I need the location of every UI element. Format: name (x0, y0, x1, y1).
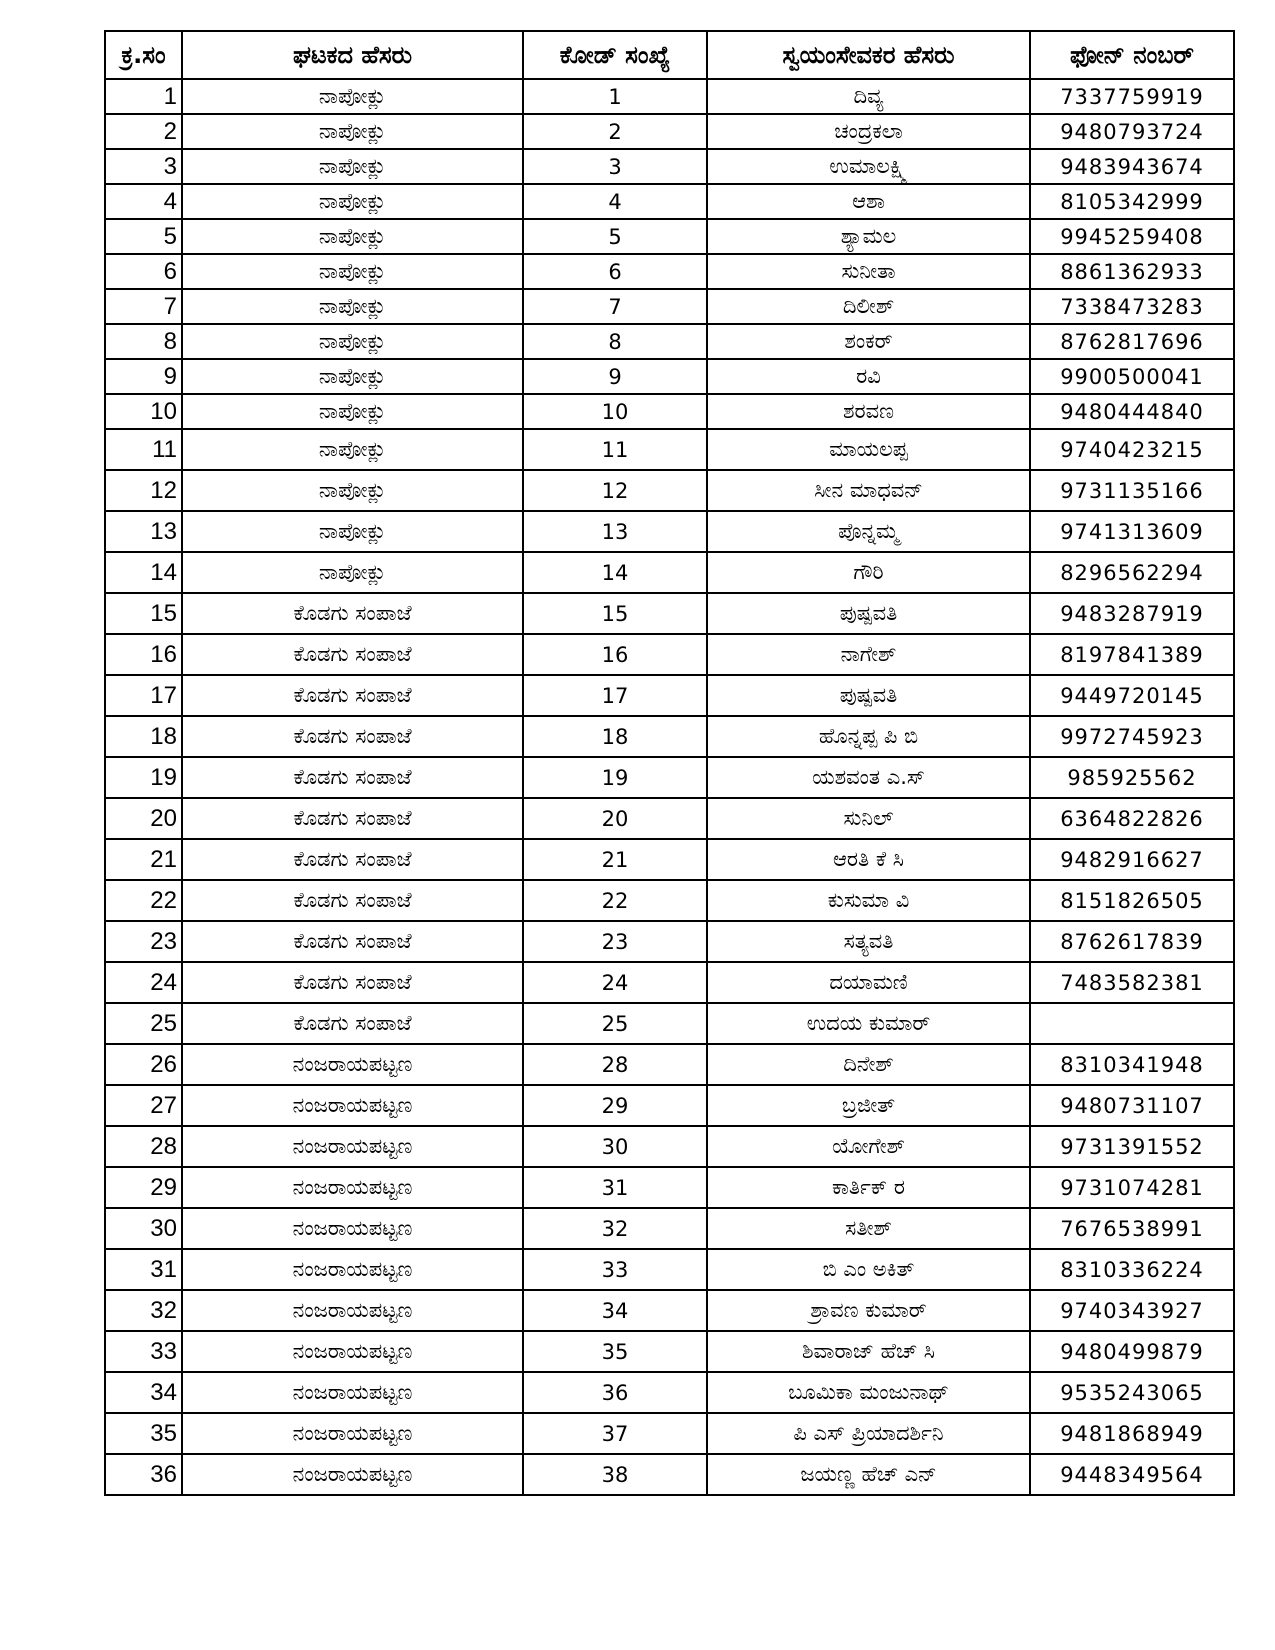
phone-number-cell: 8105342999 (1030, 184, 1234, 219)
phone-number-cell: 6364822826 (1030, 798, 1234, 839)
code-number-cell: 28 (523, 1044, 707, 1085)
phone-number-cell: 7483582381 (1030, 962, 1234, 1003)
volunteer-name-cell: ಆಶಾ (707, 184, 1030, 219)
volunteer-table (104, 30, 1235, 1496)
volunteer-name-cell: ಸತೀಶ್ (707, 1208, 1030, 1249)
volunteer-name-cell: ಸೀನ ಮಾಧವನ್ (707, 470, 1030, 511)
phone-number-cell: 7338473283 (1030, 289, 1234, 324)
code-number-cell: 29 (523, 1085, 707, 1126)
unit-name-cell: ನಾಪೋಕ್ಲು (182, 429, 523, 470)
volunteer-name-cell: ಕಾರ್ತಿಕ್ ರ (707, 1167, 1030, 1208)
volunteer-name-cell: ಮಾಯಲಪ್ಪ (707, 429, 1030, 470)
code-number-cell: 13 (523, 511, 707, 552)
unit-name-cell: ನಂಜರಾಯಪಟ್ಟಣ (182, 1126, 523, 1167)
unit-name-cell: ನಂಜರಾಯಪಟ್ಟಣ (182, 1413, 523, 1454)
serial-number-cell: 31 (105, 1249, 182, 1290)
phone-number-cell: 9480731107 (1030, 1085, 1234, 1126)
serial-number-cell: 1 (105, 79, 182, 114)
unit-name-cell: ನಾಪೋಕ್ಲು (182, 149, 523, 184)
header-volunteer-name: ಸ್ವಯಂಸೇವಕರ ಹೆಸರು (707, 31, 1030, 79)
phone-number-cell (1030, 1003, 1234, 1044)
unit-name-cell: ನಾಪೋಕ್ಲು (182, 359, 523, 394)
table-row (105, 219, 1234, 254)
serial-number-cell: 32 (105, 1290, 182, 1331)
table-row (105, 921, 1234, 962)
code-number-cell: 34 (523, 1290, 707, 1331)
table-row (105, 1208, 1234, 1249)
code-number-cell: 8 (523, 324, 707, 359)
code-number-cell: 11 (523, 429, 707, 470)
table-row (105, 1167, 1234, 1208)
unit-name-cell: ನಂಜರಾಯಪಟ್ಟಣ (182, 1372, 523, 1413)
code-number-cell: 14 (523, 552, 707, 593)
code-number-cell: 15 (523, 593, 707, 634)
unit-name-cell: ನಂಜರಾಯಪಟ್ಟಣ (182, 1331, 523, 1372)
table-row (105, 254, 1234, 289)
phone-number-cell: 9945259408 (1030, 219, 1234, 254)
volunteer-name-cell: ಶಂಕರ್ (707, 324, 1030, 359)
serial-number-cell: 3 (105, 149, 182, 184)
serial-number-cell: 24 (105, 962, 182, 1003)
code-number-cell: 3 (523, 149, 707, 184)
code-number-cell: 23 (523, 921, 707, 962)
code-number-cell: 30 (523, 1126, 707, 1167)
serial-number-cell: 12 (105, 470, 182, 511)
volunteer-name-cell: ಸುನೀತಾ (707, 254, 1030, 289)
code-number-cell: 25 (523, 1003, 707, 1044)
code-number-cell: 33 (523, 1249, 707, 1290)
volunteer-name-cell: ಉಮಾಲಕ್ಷ್ಮಿ (707, 149, 1030, 184)
unit-name-cell: ನಾಪೋಕ್ಲು (182, 289, 523, 324)
table-row (105, 1290, 1234, 1331)
serial-number-cell: 36 (105, 1454, 182, 1495)
header-unit-name: ಘಟಕದ ಹೆಸರು (182, 31, 523, 79)
phone-number-cell: 9741313609 (1030, 511, 1234, 552)
table-row (105, 79, 1234, 114)
code-number-cell: 4 (523, 184, 707, 219)
volunteer-name-cell: ಕುಸುಮಾ ವಿ (707, 880, 1030, 921)
volunteer-name-cell: ಬ್ರಜೀತ್ (707, 1085, 1030, 1126)
table-row (105, 359, 1234, 394)
phone-number-cell: 9480499879 (1030, 1331, 1234, 1372)
table-row (105, 1372, 1234, 1413)
phone-number-cell: 9483287919 (1030, 593, 1234, 634)
table-row (105, 1249, 1234, 1290)
table-row (105, 552, 1234, 593)
volunteer-name-cell: ದಯಾಮಣಿ (707, 962, 1030, 1003)
code-number-cell: 16 (523, 634, 707, 675)
code-number-cell: 22 (523, 880, 707, 921)
table-row (105, 634, 1234, 675)
unit-name-cell: ನಾಪೋಕ್ಲು (182, 219, 523, 254)
serial-number-cell: 34 (105, 1372, 182, 1413)
code-number-cell: 19 (523, 757, 707, 798)
code-number-cell: 18 (523, 716, 707, 757)
volunteer-table-page (104, 30, 1233, 1496)
volunteer-name-cell: ಪೊನ್ನಮ್ಮ (707, 511, 1030, 552)
serial-number-cell: 5 (105, 219, 182, 254)
phone-number-cell: 9731391552 (1030, 1126, 1234, 1167)
code-number-cell: 6 (523, 254, 707, 289)
table-row (105, 798, 1234, 839)
volunteer-name-cell: ಶರವಣ (707, 394, 1030, 429)
volunteer-name-cell: ಪಿ ಎಸ್ ಪ್ರಿಯಾದರ್ಶಿನಿ (707, 1413, 1030, 1454)
table-row (105, 114, 1234, 149)
serial-number-cell: 15 (105, 593, 182, 634)
phone-number-cell: 7676538991 (1030, 1208, 1234, 1249)
header-phone-number: ಫೋನ್ ನಂಬರ್ (1030, 31, 1234, 79)
table-row (105, 184, 1234, 219)
code-number-cell: 21 (523, 839, 707, 880)
volunteer-name-cell: ರವಿ (707, 359, 1030, 394)
phone-number-cell: 9481868949 (1030, 1413, 1234, 1454)
phone-number-cell: 9480793724 (1030, 114, 1234, 149)
unit-name-cell: ಕೊಡಗು ಸಂಪಾಜೆ (182, 757, 523, 798)
phone-number-cell: 9535243065 (1030, 1372, 1234, 1413)
table-row (105, 470, 1234, 511)
unit-name-cell: ನಂಜರಾಯಪಟ್ಟಣ (182, 1290, 523, 1331)
phone-number-cell: 8762617839 (1030, 921, 1234, 962)
unit-name-cell: ಕೊಡಗು ಸಂಪಾಜೆ (182, 880, 523, 921)
volunteer-name-cell: ಬೂಮಿಕಾ ಮಂಜುನಾಥ್ (707, 1372, 1030, 1413)
serial-number-cell: 10 (105, 394, 182, 429)
table-row (105, 757, 1234, 798)
phone-number-cell: 8762817696 (1030, 324, 1234, 359)
table-row (105, 716, 1234, 757)
phone-number-cell: 8310336224 (1030, 1249, 1234, 1290)
unit-name-cell: ಕೊಡಗು ಸಂಪಾಜೆ (182, 962, 523, 1003)
volunteer-name-cell: ದಿನೇಶ್ (707, 1044, 1030, 1085)
serial-number-cell: 17 (105, 675, 182, 716)
serial-number-cell: 20 (105, 798, 182, 839)
phone-number-cell: 9483943674 (1030, 149, 1234, 184)
phone-number-cell: 8296562294 (1030, 552, 1234, 593)
table-row (105, 1454, 1234, 1495)
table-row (105, 593, 1234, 634)
phone-number-cell: 8197841389 (1030, 634, 1234, 675)
phone-number-cell: 8151826505 (1030, 880, 1234, 921)
volunteer-name-cell: ಆರತಿ ಕೆ ಸಿ (707, 839, 1030, 880)
code-number-cell: 1 (523, 79, 707, 114)
volunteer-name-cell: ಸುನಿಲ್ (707, 798, 1030, 839)
unit-name-cell: ಕೊಡಗು ಸಂಪಾಜೆ (182, 675, 523, 716)
serial-number-cell: 25 (105, 1003, 182, 1044)
volunteer-name-cell: ಶ್ರಾವಣ ಕುಮಾರ್ (707, 1290, 1030, 1331)
code-number-cell: 35 (523, 1331, 707, 1372)
table-row (105, 511, 1234, 552)
unit-name-cell: ಕೊಡಗು ಸಂಪಾಜೆ (182, 839, 523, 880)
volunteer-name-cell: ಉದಯ ಕುಮಾರ್ (707, 1003, 1030, 1044)
table-header-row (105, 31, 1234, 79)
table-row (105, 1331, 1234, 1372)
phone-number-cell: 9740423215 (1030, 429, 1234, 470)
code-number-cell: 37 (523, 1413, 707, 1454)
table-row (105, 149, 1234, 184)
serial-number-cell: 2 (105, 114, 182, 149)
phone-number-cell: 9449720145 (1030, 675, 1234, 716)
unit-name-cell: ಕೊಡಗು ಸಂಪಾಜೆ (182, 634, 523, 675)
serial-number-cell: 22 (105, 880, 182, 921)
serial-number-cell: 8 (105, 324, 182, 359)
table-row (105, 675, 1234, 716)
table-row (105, 324, 1234, 359)
serial-number-cell: 19 (105, 757, 182, 798)
serial-number-cell: 29 (105, 1167, 182, 1208)
code-number-cell: 2 (523, 114, 707, 149)
phone-number-cell: 7337759919 (1030, 79, 1234, 114)
unit-name-cell: ನಂಜರಾಯಪಟ್ಟಣ (182, 1454, 523, 1495)
serial-number-cell: 14 (105, 552, 182, 593)
table-row (105, 1003, 1234, 1044)
code-number-cell: 32 (523, 1208, 707, 1249)
header-code-number: ಕೋಡ್ ಸಂಖ್ಯೆ (523, 31, 707, 79)
code-number-cell: 10 (523, 394, 707, 429)
serial-number-cell: 9 (105, 359, 182, 394)
unit-name-cell: ಕೊಡಗು ಸಂಪಾಜೆ (182, 593, 523, 634)
unit-name-cell: ನಂಜರಾಯಪಟ್ಟಣ (182, 1208, 523, 1249)
unit-name-cell: ಕೊಡಗು ಸಂಪಾಜೆ (182, 1003, 523, 1044)
phone-number-cell: 9731074281 (1030, 1167, 1234, 1208)
volunteer-name-cell: ಚಂದ್ರಕಲಾ (707, 114, 1030, 149)
unit-name-cell: ನಂಜರಾಯಪಟ್ಟಣ (182, 1044, 523, 1085)
unit-name-cell: ನಾಪೋಕ್ಲು (182, 394, 523, 429)
unit-name-cell: ನಾಪೋಕ್ಲು (182, 324, 523, 359)
volunteer-name-cell: ಗೌರಿ (707, 552, 1030, 593)
unit-name-cell: ನಂಜರಾಯಪಟ್ಟಣ (182, 1085, 523, 1126)
header-serial-number: ಕ್ರ.ಸಂ (105, 31, 182, 79)
serial-number-cell: 4 (105, 184, 182, 219)
serial-number-cell: 16 (105, 634, 182, 675)
volunteer-name-cell: ದಿವ್ಯ (707, 79, 1030, 114)
serial-number-cell: 7 (105, 289, 182, 324)
volunteer-name-cell: ನಾಗೇಶ್ (707, 634, 1030, 675)
serial-number-cell: 6 (105, 254, 182, 289)
table-row (105, 1126, 1234, 1167)
unit-name-cell: ನಾಪೋಕ್ಲು (182, 184, 523, 219)
phone-number-cell: 8310341948 (1030, 1044, 1234, 1085)
phone-number-cell: 985925562 (1030, 757, 1234, 798)
unit-name-cell: ಕೊಡಗು ಸಂಪಾಜೆ (182, 798, 523, 839)
table-row (105, 962, 1234, 1003)
code-number-cell: 31 (523, 1167, 707, 1208)
volunteer-name-cell: ಶಿವಾರಾಜ್ ಹೆಚ್ ಸಿ (707, 1331, 1030, 1372)
code-number-cell: 20 (523, 798, 707, 839)
serial-number-cell: 11 (105, 429, 182, 470)
phone-number-cell: 9740343927 (1030, 1290, 1234, 1331)
unit-name-cell: ನಾಪೋಕ್ಲು (182, 552, 523, 593)
serial-number-cell: 23 (105, 921, 182, 962)
serial-number-cell: 21 (105, 839, 182, 880)
unit-name-cell: ನಂಜರಾಯಪಟ್ಟಣ (182, 1249, 523, 1290)
volunteer-name-cell: ಜಯಣ್ಣ ಹೆಚ್ ಎನ್ (707, 1454, 1030, 1495)
volunteer-name-cell: ಪುಷ್ಪವತಿ (707, 593, 1030, 634)
table-row (105, 289, 1234, 324)
code-number-cell: 12 (523, 470, 707, 511)
phone-number-cell: 8861362933 (1030, 254, 1234, 289)
phone-number-cell: 9482916627 (1030, 839, 1234, 880)
table-body (105, 79, 1234, 1495)
code-number-cell: 38 (523, 1454, 707, 1495)
unit-name-cell: ನಾಪೋಕ್ಲು (182, 470, 523, 511)
serial-number-cell: 13 (105, 511, 182, 552)
volunteer-name-cell: ಬಿ ಎಂ ಅಕಿತ್ (707, 1249, 1030, 1290)
code-number-cell: 36 (523, 1372, 707, 1413)
phone-number-cell: 9972745923 (1030, 716, 1234, 757)
volunteer-name-cell: ಪುಷ್ಪವತಿ (707, 675, 1030, 716)
unit-name-cell: ನಾಪೋಕ್ಲು (182, 114, 523, 149)
volunteer-name-cell: ಯೋಗೇಶ್ (707, 1126, 1030, 1167)
phone-number-cell: 9448349564 (1030, 1454, 1234, 1495)
unit-name-cell: ಕೊಡಗು ಸಂಪಾಜೆ (182, 921, 523, 962)
phone-number-cell: 9731135166 (1030, 470, 1234, 511)
serial-number-cell: 26 (105, 1044, 182, 1085)
unit-name-cell: ಕೊಡಗು ಸಂಪಾಜೆ (182, 716, 523, 757)
table-row (105, 1413, 1234, 1454)
code-number-cell: 7 (523, 289, 707, 324)
table-row (105, 1085, 1234, 1126)
serial-number-cell: 18 (105, 716, 182, 757)
table-row (105, 429, 1234, 470)
code-number-cell: 17 (523, 675, 707, 716)
unit-name-cell: ನಂಜರಾಯಪಟ್ಟಣ (182, 1167, 523, 1208)
unit-name-cell: ನಾಪೋಕ್ಲು (182, 79, 523, 114)
code-number-cell: 5 (523, 219, 707, 254)
serial-number-cell: 27 (105, 1085, 182, 1126)
table-row (105, 1044, 1234, 1085)
serial-number-cell: 28 (105, 1126, 182, 1167)
unit-name-cell: ನಾಪೋಕ್ಲು (182, 511, 523, 552)
volunteer-name-cell: ಸತ್ಯವತಿ (707, 921, 1030, 962)
phone-number-cell: 9900500041 (1030, 359, 1234, 394)
unit-name-cell: ನಾಪೋಕ್ಲು (182, 254, 523, 289)
volunteer-name-cell: ಯಶವಂತ ಎ.ಸ್ (707, 757, 1030, 798)
table-row (105, 839, 1234, 880)
volunteer-name-cell: ಹೊನ್ನಪ್ಪ ಪಿ ಬಿ (707, 716, 1030, 757)
serial-number-cell: 35 (105, 1413, 182, 1454)
serial-number-cell: 33 (105, 1331, 182, 1372)
code-number-cell: 24 (523, 962, 707, 1003)
volunteer-name-cell: ಶ್ಯಾಮಲ (707, 219, 1030, 254)
code-number-cell: 9 (523, 359, 707, 394)
phone-number-cell: 9480444840 (1030, 394, 1234, 429)
volunteer-name-cell: ದಿಲೀಶ್ (707, 289, 1030, 324)
serial-number-cell: 30 (105, 1208, 182, 1249)
table-row (105, 880, 1234, 921)
table-row (105, 394, 1234, 429)
